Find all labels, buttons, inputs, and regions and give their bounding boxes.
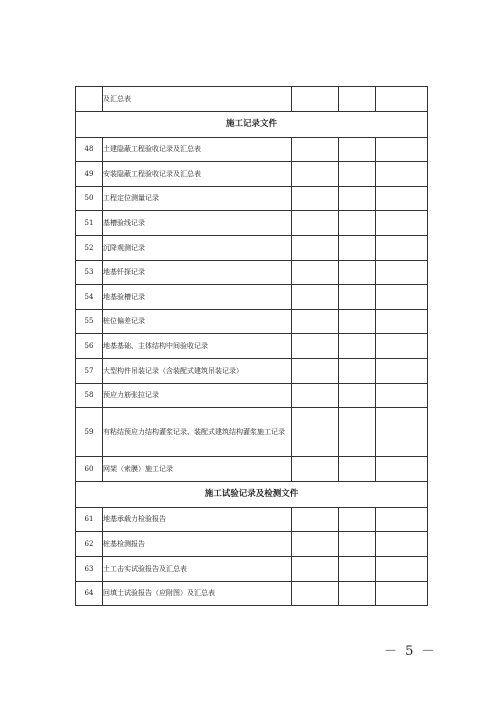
document-name: 地基承载力检验报告 [103,507,292,532]
document-name: 大型构件吊装记录（含装配式建筑吊装记录） [103,358,292,383]
empty-cell [339,383,376,408]
empty-cell [339,186,376,211]
document-name: 及汇总表 [103,87,292,112]
empty-cell [376,137,428,162]
row-number: 59 [76,408,103,457]
empty-cell [339,260,376,285]
document-name: 基槽验线记录 [103,211,292,236]
empty-cell [376,358,428,383]
document-name: 桩基检测报告 [103,532,292,557]
document-name: 回填土试验报告（应附图）及汇总表 [103,581,292,606]
document-name: 土工击实试验报告及汇总表 [103,556,292,581]
table-row [76,260,428,285]
empty-cell [292,186,339,211]
section-header-row [76,481,428,507]
empty-cell [292,87,339,112]
empty-cell [292,137,339,162]
table-row [76,358,428,383]
row-number: 58 [76,383,103,408]
empty-cell [339,137,376,162]
empty-cell [292,532,339,557]
row-number: 55 [76,309,103,334]
empty-cell [376,186,428,211]
document-name: 地基钎探记录 [103,260,292,285]
empty-cell [376,556,428,581]
empty-cell [339,334,376,359]
empty-cell [376,457,428,482]
empty-cell [376,334,428,359]
table-row [76,334,428,359]
empty-cell [376,383,428,408]
empty-cell [292,235,339,260]
row-number: 56 [76,334,103,359]
document-name: 预应力筋张拉记录 [103,383,292,408]
empty-cell [339,358,376,383]
table-row [76,309,428,334]
section-header-row [76,111,428,137]
table-row [76,186,428,211]
empty-cell [292,334,339,359]
table-row [76,162,428,187]
table-row [76,556,428,581]
table-row [76,408,428,457]
table-row [76,87,428,112]
empty-cell [292,285,339,310]
empty-cell [292,408,339,457]
empty-cell [376,235,428,260]
section-title: 施工试验记录及检测文件 [76,481,428,507]
row-number: 61 [76,507,103,532]
page-number: － 5 － [384,644,437,659]
empty-cell [292,358,339,383]
empty-cell [339,235,376,260]
document-name: 有粘结预应力结构灌浆记录、装配式建筑结构灌浆施工记录 [103,408,292,457]
document-name: 工程定位测量记录 [103,186,292,211]
row-number: 64 [76,581,103,606]
empty-cell [376,260,428,285]
document-name: 地基验槽记录 [103,285,292,310]
row-number: 48 [76,137,103,162]
empty-cell [376,211,428,236]
table-row [76,532,428,557]
empty-cell [339,162,376,187]
document-name: 地基基础、主体结构中间验收记录 [103,334,292,359]
empty-cell [339,309,376,334]
empty-cell [376,309,428,334]
empty-cell [292,507,339,532]
document-name: 网架（索膜）施工记录 [103,457,292,482]
empty-cell [292,457,339,482]
empty-cell [339,457,376,482]
empty-cell [376,507,428,532]
row-number: 50 [76,186,103,211]
table-row [76,383,428,408]
empty-cell [292,162,339,187]
empty-cell [292,211,339,236]
row-number: 60 [76,457,103,482]
row-number: 51 [76,211,103,236]
empty-cell [292,581,339,606]
row-number: 52 [76,235,103,260]
row-number [76,87,103,112]
empty-cell [376,581,428,606]
section-title: 施工记录文件 [76,111,428,137]
table-row [76,137,428,162]
empty-cell [292,260,339,285]
row-number: 63 [76,556,103,581]
table-row [76,581,428,606]
empty-cell [339,507,376,532]
row-number: 53 [76,260,103,285]
empty-cell [376,532,428,557]
row-number: 54 [76,285,103,310]
empty-cell [292,556,339,581]
document-name: 土建隐蔽工程验收记录及汇总表 [103,137,292,162]
empty-cell [292,383,339,408]
document-name: 安装隐蔽工程验收记录及汇总表 [103,162,292,187]
empty-cell [376,162,428,187]
empty-cell [339,285,376,310]
row-number: 49 [76,162,103,187]
row-number: 57 [76,358,103,383]
empty-cell [376,87,428,112]
document-name: 桩位偏差记录 [103,309,292,334]
empty-cell [339,532,376,557]
archive-checklist-table [75,86,428,606]
empty-cell [376,408,428,457]
row-number: 62 [76,532,103,557]
table-row [76,211,428,236]
table-row [76,457,428,482]
empty-cell [339,87,376,112]
table-row [76,507,428,532]
empty-cell [339,211,376,236]
empty-cell [339,581,376,606]
document-name: 沉降观测记录 [103,235,292,260]
table-row [76,235,428,260]
empty-cell [339,408,376,457]
table-row [76,285,428,310]
empty-cell [292,309,339,334]
empty-cell [376,285,428,310]
empty-cell [339,556,376,581]
